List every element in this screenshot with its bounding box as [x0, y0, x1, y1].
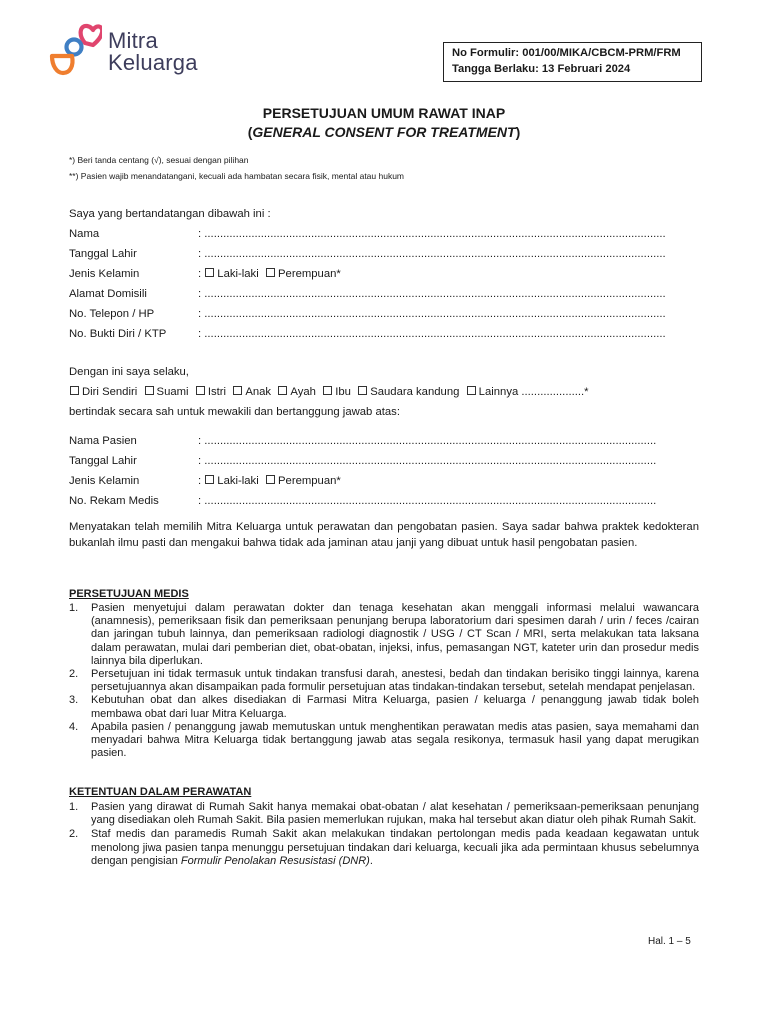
- list-item: 3. Kebutuhan obat dan alkes disediakan di Farmasi Mitra Keluarga, pasien / keluarga / penanggung jawab tidak boleh membawa obat dari luar Mitra Keluarga.: [69, 694, 699, 720]
- patient-checkbox-male[interactable]: [205, 475, 214, 484]
- checkbox-female[interactable]: [266, 268, 275, 277]
- list-item: 1. Pasien yang dirawat di Rumah Sakit hanya memakai obat-obatan / alat kesehatan / pemeriksaan-pemeriksaan penunjang yang disediakan oleh Rumah Sakit. Bila pasien memerlukan rujukan, maka hal tersebut akan diatur oleh pihak Rumah Sakit.: [69, 801, 699, 827]
- signer-name-field[interactable]: : ...................................................................................................................................................: [198, 228, 666, 240]
- signer-id-field[interactable]: : ...................................................................................................................................................: [198, 328, 666, 340]
- document-subtitle: (GENERAL CONSENT FOR TREATMENT): [247, 124, 521, 140]
- signer-dob-field[interactable]: : ...................................................................................................................................................: [198, 248, 666, 260]
- list-item: 4. Apabila pasien / penanggung jawab memutuskan untuk menghentikan perawatan medis atas pasien, saya memahami dan menyadari bahwa Mitra Keluarga tidak bertanggung jawab atas segala resikonya, termasuk hasil yang dapat merugikan pasien.: [69, 720, 699, 760]
- patient-dob-field[interactable]: : ................................................................................................................................................: [198, 455, 657, 467]
- signer-address-label: Alamat Domisili: [69, 288, 147, 300]
- signer-gender-field: : Laki-laki Perempuan*: [198, 268, 341, 280]
- effective-date: Tangga Berlaku: 13 Februari 2024: [452, 62, 631, 75]
- patient-gender-field: : Laki-laki Perempuan*: [198, 475, 341, 487]
- signer-name-label: Nama: [69, 228, 100, 240]
- relation-acting: bertindak secara sah untuk mewakili dan bertanggung jawab atas:: [69, 406, 400, 418]
- note-checkmark: *) Beri tanda centang (√), sesuai dengan pilihan: [69, 155, 249, 165]
- patient-gender-label: Jenis Kelamin: [69, 475, 140, 487]
- signer-gender-label: Jenis Kelamin: [69, 268, 140, 280]
- relation-options: Diri Sendiri Suami Istri Anak Ayah Ibu Saudara kandung Lainnya ....................*: [69, 386, 589, 398]
- gender-female-label: Perempuan*: [278, 268, 341, 280]
- signer-dob-label: Tanggal Lahir: [69, 248, 137, 260]
- patient-mrn-label: No. Rekam Medis: [69, 495, 159, 507]
- checkbox-other[interactable]: [467, 386, 476, 395]
- patient-checkbox-female[interactable]: [266, 475, 275, 484]
- list-item: 2. Staf medis dan paramedis Rumah Sakit akan melakukan tindakan pertolongan medis pada keadaan kegawatan untuk menolong jiwa pasien tanpa menunggu persetujuan tindakan dari keluarga, kecuali jika ada permintaan khusus sebelumnya dengan pengisian Formulir Penolakan Resusistasi (DNR).: [69, 828, 699, 867]
- patient-mrn-field[interactable]: : ................................................................................................................................................: [198, 495, 657, 507]
- checkbox-husband[interactable]: [145, 386, 154, 395]
- note-signature: **) Pasien wajib menandatangani, kecuali ada hambatan secara fisik, mental atau hukum: [69, 171, 405, 181]
- brand-name-line2: Keluarga: [108, 50, 198, 75]
- signer-address-field[interactable]: : ...................................................................................................................................................: [198, 288, 666, 300]
- relation-intro: Dengan ini saya selaku,: [69, 366, 189, 378]
- signer-phone-label: No. Telepon / HP: [69, 308, 155, 320]
- statement-paragraph: Menyatakan telah memilih Mitra Keluarga untuk perawatan dan pengobatan pasien. Saya sadar bahwa praktek kedokteran bukanlah ilmu pasti dan mengakui bahwa tidak ada jaminan atau janji yang dibuat untuk hasil pengobatan pasien.: [69, 521, 699, 549]
- brand-name-line1: Mitra: [108, 28, 158, 53]
- patient-name-label: Nama Pasien: [69, 435, 137, 447]
- care-rules-heading: KETENTUAN DALAM PERAWATAN: [69, 786, 252, 798]
- checkbox-father[interactable]: [278, 386, 287, 395]
- signer-id-label: No. Bukti Diri / KTP: [69, 328, 167, 340]
- form-number-box: [443, 42, 702, 82]
- signer-intro: Saya yang bertandatangan dibawah ini :: [69, 208, 271, 220]
- checkbox-mother[interactable]: [323, 386, 332, 395]
- brand-name: [108, 30, 198, 74]
- document-title: PERSETUJUAN UMUM RAWAT INAP: [262, 105, 506, 121]
- medical-consent-list: [69, 602, 699, 760]
- checkbox-sibling[interactable]: [358, 386, 367, 395]
- checkbox-wife[interactable]: [196, 386, 205, 395]
- patient-dob-label: Tanggal Lahir: [69, 455, 137, 467]
- medical-consent-heading: PERSETUJUAN MEDIS: [69, 588, 189, 600]
- checkbox-male[interactable]: [205, 268, 214, 277]
- list-item: 1. Pasien menyetujui dalam perawatan dokter dan tenaga kesehatan akan menggali informasi melalui wawancara (anamnesis), pemeriksaan fisik dan pemeriksaan penunjang berupa laboratorium dari spesimen darah / urin / feces /cairan dan jaringan tubuh lainnya, dan pemeriksaan radiologi diagnostik / USG / CT Scan / MRI, serta melakukan tata laksana dalam perawatan, mulai dari pemberian diet, obat-obatan, injeksi, infus, pemasangan NGT, kateter urin dan prosedur medis lainnya bila diperlukan.: [69, 602, 699, 667]
- dnr-form-reference: Formulir Penolakan Resusistasi (DNR): [180, 854, 370, 867]
- checkbox-self[interactable]: [70, 386, 79, 395]
- list-item: 2. Persetujuan ini tidak termasuk untuk tindakan transfusi darah, anestesi, bedah dan tindakan berisiko tinggi lainnya, karena persetujuannya akan disampaikan pada formulir persetujuan atas tindakan-tindakan tersebut, setelah mendapat penjelasan.: [69, 668, 699, 694]
- gender-male-label: Laki-laki: [217, 268, 259, 280]
- mitra-keluarga-logo-icon: [48, 23, 102, 79]
- form-number: No Formulir: 001/00/MIKA/CBCM-PRM/FRM: [452, 47, 681, 59]
- checkbox-child[interactable]: [233, 386, 242, 395]
- subtitle-italic: GENERAL CONSENT FOR TREATMENT: [252, 124, 516, 140]
- care-rules-list: [69, 801, 699, 868]
- signer-phone-field[interactable]: : ...................................................................................................................................................: [198, 308, 666, 320]
- patient-name-field[interactable]: : ................................................................................................................................................: [198, 435, 657, 447]
- page-number: Hal. 1 – 5: [648, 936, 691, 947]
